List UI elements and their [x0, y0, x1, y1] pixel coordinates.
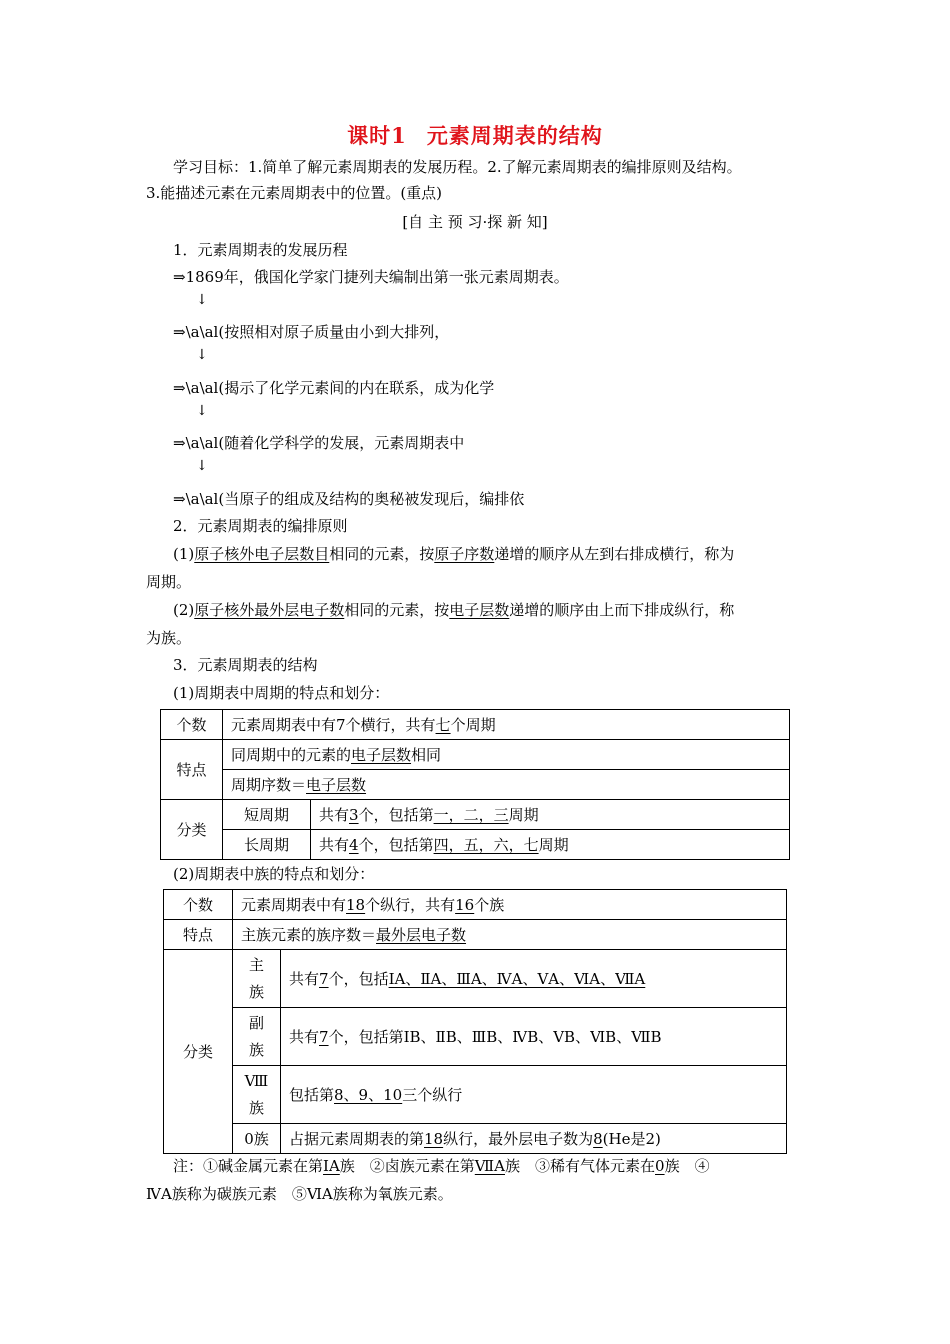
period-table	[160, 709, 790, 860]
table-cell: 分类	[164, 950, 233, 1154]
table-row	[164, 1066, 787, 1124]
table-cell: 个数	[164, 890, 233, 920]
history-step-4: ⇒\a\al(随着化学科学的发展，元素周期表中	[173, 434, 465, 452]
table-row	[164, 1124, 787, 1154]
down-arrow-icon: ↓	[196, 403, 208, 419]
table-row	[164, 890, 787, 920]
table-cell: 同周期中的元素的电子层数相同	[223, 740, 790, 770]
history-step-5: ⇒\a\al(当原子的组成及结构的奥秘被发现后，编排依	[173, 490, 525, 508]
table-cell: 特点	[164, 920, 233, 950]
group-subheading: (2)周期表中族的特点和划分：	[173, 865, 375, 883]
table-cell: Ⅷ 族	[233, 1066, 281, 1124]
table-row	[161, 770, 790, 800]
table-row	[164, 1008, 787, 1066]
history-step-3: ⇒\a\al(揭示了化学元素间的内在联系，成为化学	[173, 379, 495, 397]
table-cell: 分类	[161, 800, 223, 860]
objectives-line2: 3.能描述元素在元素周期表中的位置。(重点)	[146, 184, 443, 202]
table-cell: 主族元素的族序数＝最外层电子数	[233, 920, 787, 950]
table-cell: 副 族	[233, 1008, 281, 1066]
down-arrow-icon: ↓	[196, 292, 208, 308]
table-cell: 长周期	[223, 830, 311, 860]
table-cell: 元素周期表中有7个横行，共有七个周期	[223, 710, 790, 740]
structure-heading: 3．元素周期表的结构	[173, 656, 318, 674]
table-cell: 共有7个，包括第ⅠB、ⅡB、ⅢB、ⅣB、ⅤB、ⅥB、ⅦB	[281, 1008, 787, 1066]
history-step-1: ⇒1869年，俄国化学家门捷列夫编制出第一张元素周期表。	[173, 268, 569, 286]
down-arrow-icon: ↓	[196, 347, 208, 363]
table-cell: 包括第8、9、10三个纵行	[281, 1066, 787, 1124]
principle-1: (1)原子核外电子层数目相同的元素，按原子序数递增的顺序从左到右排成横行，称为	[173, 545, 735, 563]
principle-2-cont: 为族。	[146, 629, 192, 647]
table-cell: 短周期	[223, 800, 311, 830]
principles-heading: 2．元素周期表的编排原则	[173, 517, 348, 535]
principle-1-cont: 周期。	[146, 573, 192, 591]
principle-2: (2)原子核外最外层电子数相同的元素，按电子层数递增的顺序由上而下排成纵行，称	[173, 601, 735, 619]
history-step-2: ⇒\a\al(按照相对原子质量由小到大排列，	[173, 323, 450, 341]
table-cell: 0族	[233, 1124, 281, 1154]
table-row	[161, 740, 790, 770]
objectives-line1: 学习目标：1.简单了解元素周期表的发展历程。2.了解元素周期表的编排原则及结构。	[173, 158, 742, 176]
table-cell: 共有3个，包括第一，二，三周期	[311, 800, 790, 830]
table-cell: 元素周期表中有18个纵行，共有16个族	[233, 890, 787, 920]
table-cell: 共有4个，包括第四，五，六，七周期	[311, 830, 790, 860]
table-cell: 主 族	[233, 950, 281, 1008]
note-line2: ⅣA族称为碳族元素 ⑤ⅥA族称为氧族元素。	[146, 1185, 453, 1203]
table-row	[161, 800, 790, 830]
table-cell: 周期序数＝电子层数	[223, 770, 790, 800]
group-table	[163, 889, 787, 1154]
section-header: [自 主 预 习·探 新 知]	[402, 213, 548, 231]
note-line1: 注：①碱金属元素在第ⅠA族 ②卤族元素在第ⅦA族 ③稀有气体元素在0族 ④	[173, 1157, 710, 1175]
table-row	[161, 830, 790, 860]
table-cell: 占据元素周期表的第18纵行，最外层电子数为8(He是2)	[281, 1124, 787, 1154]
table-row	[161, 710, 790, 740]
down-arrow-icon: ↓	[196, 458, 208, 474]
table-cell: 共有7个，包括ⅠA、ⅡA、ⅢA、ⅣA、ⅤA、ⅥA、ⅦA	[281, 950, 787, 1008]
period-subheading: (1)周期表中周期的特点和划分：	[173, 684, 390, 702]
table-row	[164, 920, 787, 950]
history-heading: 1．元素周期表的发展历程	[173, 241, 348, 259]
table-row	[164, 950, 787, 1008]
table-cell: 个数	[161, 710, 223, 740]
table-cell: 特点	[161, 740, 223, 800]
page-title: 课时1 元素周期表的结构	[347, 123, 603, 148]
